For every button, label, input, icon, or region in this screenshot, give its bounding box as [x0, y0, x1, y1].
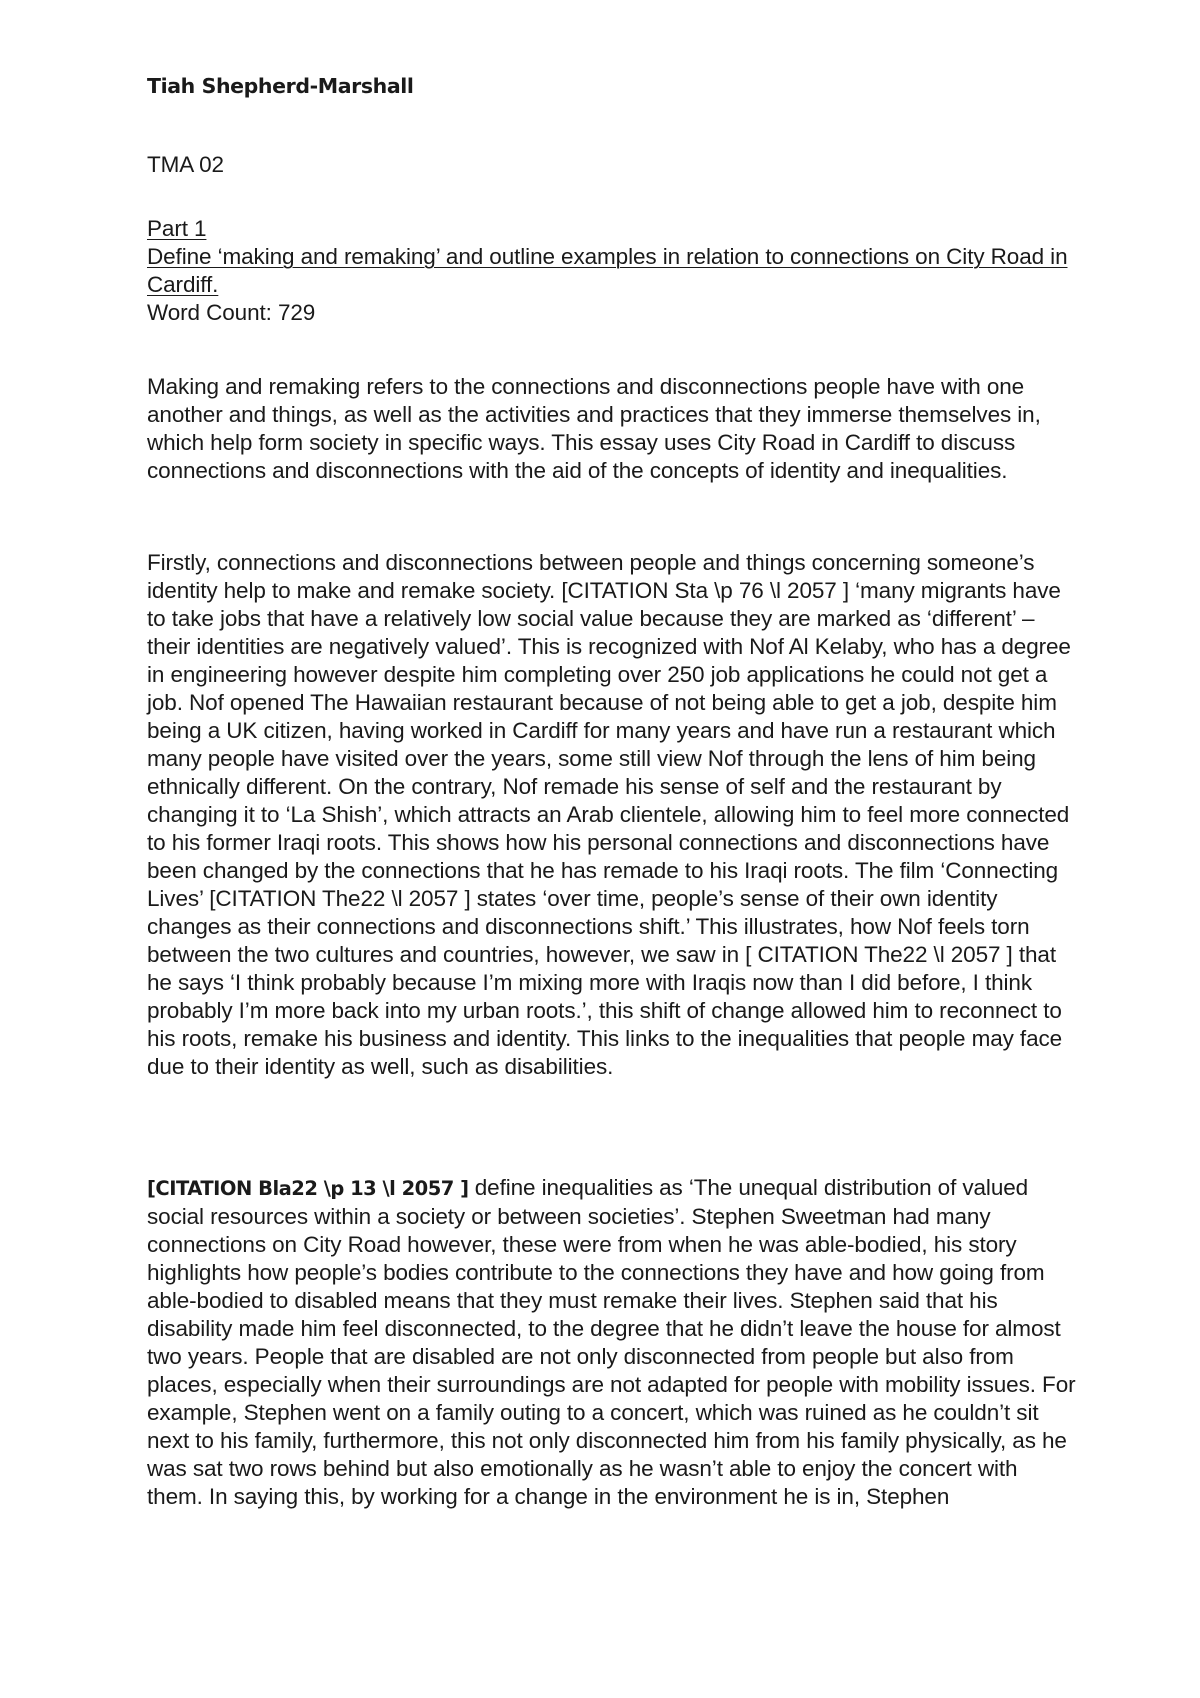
word-count: Word Count: 729 — [147, 300, 316, 325]
paragraph-inequalities — [147, 1174, 1077, 1511]
paragraph-inequalities-text: define inequalities as ‘The unequal distribution of valued social resources within a society or between societies’. Stephen Sweetman had many connections on City Road however, these were from when he was able-bodied, his story highlights how people’s bodies contribute to the connections they have and how going from able-bodied to disabled means that they must remake their lives. Stephen said that his disability made him feel disconnected, to the degree that he didn’t leave the house for almost two years. People that are disabled are not only disconnected from people but also from places, especially when their surroundings are not adapted for people with mobility issues. For example, Stephen went on a family outing to a concert, which was ruined as he couldn’t sit next to his family, furthermore, this not only disconnected him from his family physically, as he was sat two rows behind but also emotionally as he wasn’t able to enjoy the concert with them. In saying this, by working for a change in the environment he is in, Stephen — [147, 1175, 1076, 1509]
assignment-title: TMA 02 — [147, 152, 224, 177]
author-name: Tiah Shepherd-Marshall — [147, 74, 414, 98]
paragraph-intro: Making and remaking refers to the connections and disconnections people have with one another and things, as well as the activities and practices that they immerse themselves in, which help form society in specific ways. This essay uses City Road in Cardiff to discuss connections and disconnections with the aid of the concepts of identity and inequalities. — [147, 374, 1041, 483]
question-text: Define ‘making and remaking’ and outline examples in relation to connections on City Road in Cardiff. — [147, 244, 1068, 297]
part-label: Part 1 — [147, 216, 207, 241]
paragraph-identity: Firstly, connections and disconnections between people and things concerning someone’s identity help to make and remake society. [CITATION Sta \p 76 \l 2057 ] ‘many migrants have to take jobs that have a relatively low social value because they are marked as ‘different’ – their identities are negatively valued’. This is recognized with Nof Al Kelaby, who has a degree in engineering however despite him completing over 250 job applications he could not get a job. Nof opened The Hawaiian restaurant because of not being able to get a job, despite him being a UK citizen, having worked in Cardiff for many years and have run a restaurant which many people have visited over the years, some still view Nof through the lens of him being ethnically different. On the contrary, Nof remade his sense of self and the restaurant by changing it to ‘La Shish’, which attracts an Arab clientele, allowing him to feel more connected to his former Iraqi roots. This shows how his personal connections and disconnections have been changed by the connections that he has remade to his Iraqi roots. The film ‘Connecting Lives’ [CITATION The22 \l 2057 ] states ‘over time, people’s sense of their own identity changes as their connections and disconnections shift.’ This illustrates, how Nof feels torn between the two cultures and countries, however, we saw in [ CITATION The22 \l 2057 ] that he says ‘I think probably because I’m mixing more with Iraqis now than I did before, I think probably I’m more back into my urban roots.’, this shift of change allowed him to reconnect to his roots, remake his business and identity. This links to the inequalities that people may face due to their identity as well, such as disabilities. — [147, 550, 1071, 1079]
document-body — [147, 72, 1077, 1509]
citation-field: [CITATION Bla22 \p 13 \l 2057 ] — [147, 1177, 469, 1200]
question-block — [147, 215, 1077, 327]
